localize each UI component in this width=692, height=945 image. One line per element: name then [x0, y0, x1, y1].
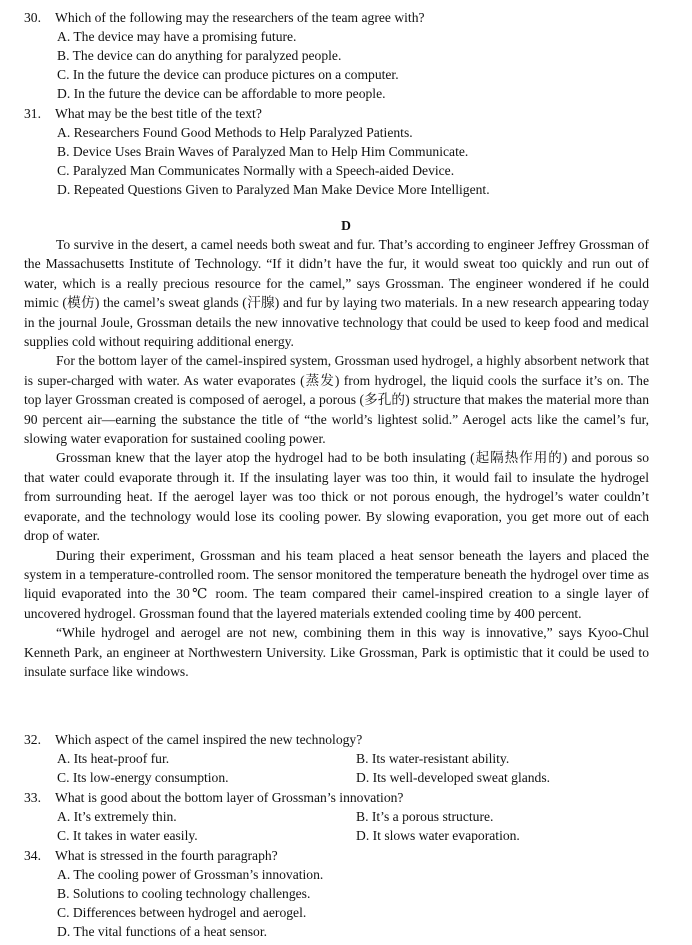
option-30-d: D. In the future the device can be affordable to more people.: [57, 86, 386, 101]
option-32-d: D. Its well-developed sweat glands.: [356, 770, 551, 785]
question-number: 32.: [24, 732, 41, 747]
question-text: What is stressed in the fourth paragraph?: [55, 848, 278, 863]
option-34-b: B. Solutions to cooling technology challenges.: [57, 886, 311, 901]
passage-paragraph-2: For the bottom layer of the camel-inspired system, Grossman used hydrogel, a highly absorbent network that is super-charged with water. As water evaporates (蒸发) from hydrogel, the liquid cools the surface it’s on. The top layer Grossman created is composed of aerogel, a porous (多孔的) structure that makes the material more than 90 percent air—earning the substance the title of “the world’s lightest solid.” Aerogel acts like the camel’s fur, slowing water evaporation for sustained cooling power.: [24, 353, 649, 447]
option-32-b: B. Its water-resistant ability.: [356, 751, 510, 766]
option-31-d: D. Repeated Questions Given to Paralyzed Man Make Device More Intelligent.: [57, 182, 490, 197]
option-33-d: D. It slows water evaporation.: [356, 828, 520, 843]
question-number: 31.: [24, 106, 41, 121]
question-number: 33.: [24, 790, 41, 805]
option-31-c: C. Paralyzed Man Communicates Normally with a Speech-aided Device.: [57, 163, 455, 178]
question-30-stem: [24, 8, 664, 27]
option-33-b: B. It’s a porous structure.: [356, 809, 494, 824]
option-31-a: A. Researchers Found Good Methods to Help Paralyzed Patients.: [57, 125, 413, 140]
option-34-c: C. Differences between hydrogel and aerogel.: [57, 905, 307, 920]
option-30-b: B. The device can do anything for paralyzed people.: [57, 48, 342, 63]
option-32-a: A. Its heat-proof fur.: [57, 751, 170, 766]
question-text: What may be the best title of the text?: [55, 106, 262, 121]
question-31-stem: [24, 104, 664, 123]
option-31-b: B. Device Uses Brain Waves of Paralyzed Man to Help Him Communicate.: [57, 144, 469, 159]
question-text: Which aspect of the camel inspired the new technology?: [55, 732, 363, 747]
question-32-stem: [24, 730, 664, 749]
passage-paragraph-1: To survive in the desert, a camel needs both sweat and fur. That’s according to engineer Jeffrey Grossman of the Massachusetts Institute of Technology. “If it didn’t have the fur, it would sweat too quickly and run out of water, which is a really precious resource for the camel,” says Grossman. The engineer wondered if he could mimic (模仿) the camel’s sweat glands (汗腺) and fur by laying two materials. In a new research appearing today in the journal Joule, Grossman details the new innovative technology that could be used to keep food and medical supplies cold without requiring additional energy.: [24, 237, 649, 350]
question-34-stem: [24, 846, 664, 865]
question-text: Which of the following may the researchers of the team agree with?: [55, 10, 425, 25]
option-34-d: D. The vital functions of a heat sensor.: [57, 924, 268, 939]
question-number: 30.: [24, 10, 41, 25]
option-33-a: A. It’s extremely thin.: [57, 809, 177, 824]
passage-paragraph-4: During their experiment, Grossman and his team placed a heat sensor beneath the layers and placed the system in a temperature-controlled room. The sensor monitored the temperature beneath the hydrogel over time as liquid evaporated into the 30℃ room. The team compared their camel-inspired creation to a single layer of uncovered hydrogel. Grossman found that the layered materials extended cooling time by 400 percent.: [24, 547, 649, 621]
section-heading: D: [341, 218, 351, 233]
option-32-c: C. Its low-energy consumption.: [57, 770, 229, 785]
question-number: 34.: [24, 848, 41, 863]
option-33-c: C. It takes in water easily.: [57, 828, 198, 843]
passage: [24, 235, 649, 681]
question-text: What is good about the bottom layer of Grossman’s innovation?: [55, 790, 404, 805]
passage-paragraph-3: Grossman knew that the layer atop the hydrogel had to be both insulating (起隔热作用的) and porous so that water could evaporate through it. If the insulating layer was too thin, it would fail to insulate the hydrogel from surrounding heat. If the aerogel layer was too thick or not porous enough, the hydrogel’s water couldn’t evaporate, and the technology would lose its cooling power. By slowing evaporation, you get more out of each drop of water.: [24, 450, 649, 544]
passage-paragraph-5: “While hydrogel and aerogel are not new, combining them in this way is innovative,” says Kyoo-Chul Kenneth Park, an engineer at Northwestern University. Like Grossman, Park is optimistic that it could be used to insulate surface like windows.: [24, 625, 649, 679]
option-30-c: C. In the future the device can produce pictures on a computer.: [57, 67, 399, 82]
option-34-a: A. The cooling power of Grossman’s innovation.: [57, 867, 324, 882]
option-30-a: A. The device may have a promising future.: [57, 29, 297, 44]
question-33-stem: [24, 788, 664, 807]
